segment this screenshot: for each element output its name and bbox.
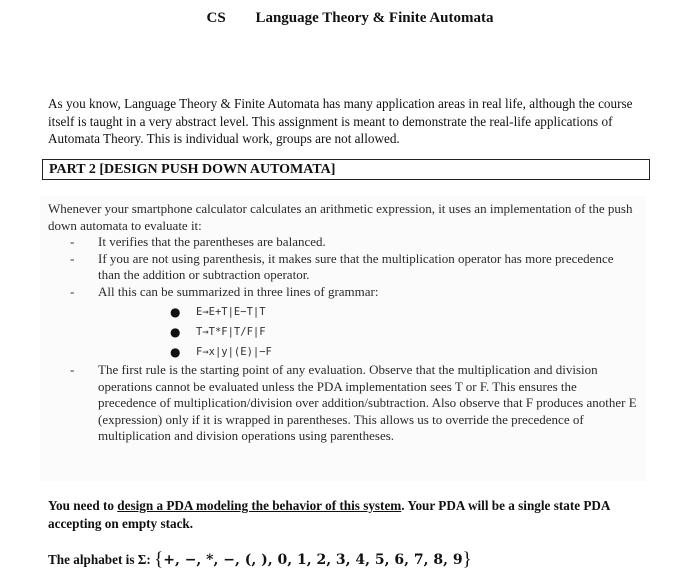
grammar-rule-text: E→E+T|E−T|T — [196, 306, 266, 318]
requirements-list — [48, 234, 638, 445]
list-item — [48, 362, 638, 445]
alphabet-label: The alphabet is Σ: — [48, 552, 151, 567]
list-item — [48, 284, 638, 363]
body-intro: Whenever your smartphone calculator calculates an arithmetic expression, it uses an implementation of the push down automata to evaluate it: — [48, 201, 633, 233]
bullet-icon: ● — [170, 305, 181, 319]
part-heading: PART 2 [DESIGN PUSH DOWN AUTOMATA] — [42, 159, 650, 180]
list-item — [48, 251, 638, 284]
bullet-icon: ● — [170, 345, 181, 359]
dash-bullet: - — [70, 283, 75, 299]
alphabet-open-brace: { — [154, 549, 164, 570]
list-item — [48, 234, 638, 251]
alphabet-definition — [48, 550, 668, 570]
task-underlined: design a PDA modeling the behavior of this system — [117, 498, 402, 513]
grammar-rule-e — [98, 302, 638, 322]
list-item-text: All this can be summarized in three lines of grammar: — [98, 283, 379, 299]
list-item-text: The first rule is the starting point of any evaluation. Observe that the multiplication and division operations cannot be evaluated unless the PDA implementation sees T or F. This ensures the precedence of multiplication/division over addition/subtraction. Also observe that F produces another E (expression) only if it is wrapped in parentheses. This allows us to override the precedence of multiplication and division operations using parentheses. — [98, 362, 637, 443]
task-suffix: . Your PDA will be a single state PDA accepting on empty stack. — [48, 498, 610, 531]
list-item-text: If you are not using parenthesis, it makes sure that the multiplication operator has more precedence than the addition or subtraction operator. — [98, 250, 614, 282]
part-body — [48, 201, 638, 445]
course-title: Language Theory & Finite Automata — [255, 10, 494, 26]
grammar-rule-text: T→T*F|T/F|F — [196, 326, 266, 338]
alphabet-symbols: +, −, *, −, (, ), 0, 1, 2, 3, 4, 5, 6, 7, 8, 9 — [163, 552, 463, 568]
task-prefix: You need to — [48, 498, 118, 513]
intro-paragraph: As you know, Language Theory & Finite Automata has many application areas in real life, although the course itself is taught in a very abstract level. This assignment is meant to demonstrate the real-life applications of Automata Theory. This is individual work, groups are not allowed. — [48, 96, 633, 146]
document-header — [0, 10, 700, 27]
task-statement — [48, 497, 648, 532]
alphabet-close-brace: } — [462, 549, 472, 570]
grammar-rule-t — [98, 322, 638, 342]
dash-bullet: - — [70, 250, 75, 266]
dash-bullet: - — [70, 362, 75, 377]
grammar-rule-f — [98, 342, 638, 362]
grammar-rule-text: F→x|y|(E)|−F — [196, 346, 272, 358]
dash-bullet: - — [70, 234, 75, 249]
course-code: CS — [206, 10, 226, 26]
list-item-text: It verifies that the parentheses are balanced. — [98, 234, 326, 249]
bullet-icon: ● — [170, 325, 181, 339]
grammar-rules — [98, 302, 638, 362]
